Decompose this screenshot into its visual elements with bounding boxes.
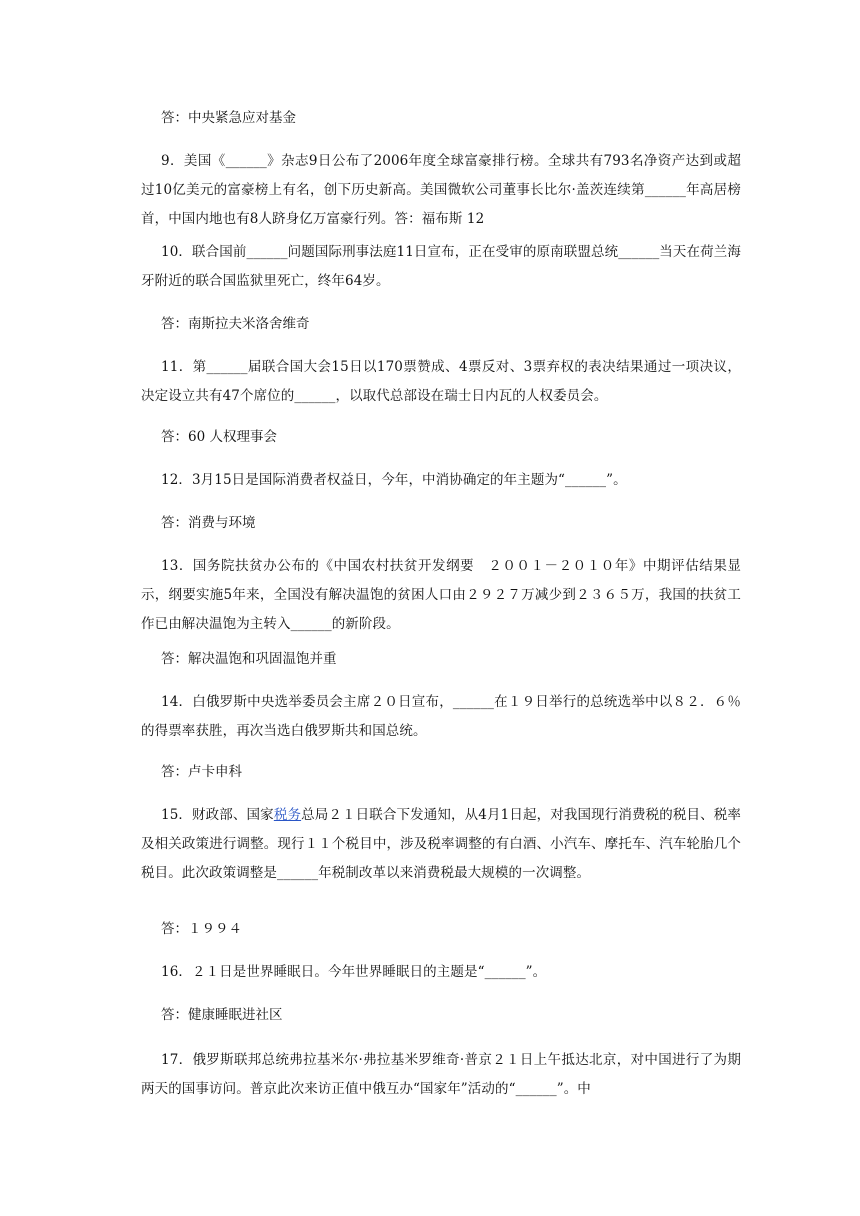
question-14: 14．白俄罗斯中央选举委员会主席２０日宣布，______在１９日举行的总统选举中以８２．６％的得票率获胜，再次当选白俄罗斯共和国总统。 (141, 694, 741, 739)
question-11: 11．第______届联合国大会15日以170票赞成、4票反对、3票弃权的表决结果通过一项决议，决定设立共有47个席位的______，以取代总部设在瑞士日内瓦的人权委员会。 (141, 359, 741, 404)
answer-14: 答：卢卡申科 (161, 764, 242, 780)
question-15-prefix: 15．财政部、国家 (161, 807, 274, 823)
question-17: 17．俄罗斯联邦总统弗拉基米尔·弗拉基米罗维奇·普京２１日上午抵达北京，对中国进行了为期两天的国事访问。普京此次来访正值中俄互办“国家年”活动的“______”。中 (141, 1052, 741, 1097)
answer-13: 答：解决温饱和巩固温饱并重 (161, 651, 337, 667)
question-13: 13．国务院扶贫办公布的《中国农村扶贫开发纲要 ２００１－２０１０年》中期评估结果显示，纲要实施5年来，全国没有解决温饱的贫困人口由２９２７万减少到２３６５万，我国的扶贫工作已由解决温饱为主转入______的新阶段。 (141, 558, 741, 632)
answer-16: 答：健康睡眠进社区 (161, 1007, 283, 1023)
question-16: 16．２１日是世界睡眠日。今年世界睡眠日的主题是“______”。 (161, 964, 547, 980)
question-15 (141, 801, 741, 888)
answer-15: 答：１９９４ (161, 921, 242, 937)
answer-11: 答：60 人权理事会 (161, 429, 277, 445)
question-12: 12．3月15日是国际消费者权益日，今年，中消协确定的年主题为“______”。 (161, 472, 627, 488)
answer-10: 答：南斯拉夫米洛舍维奇 (161, 316, 310, 332)
answer-12: 答：消费与环境 (161, 515, 256, 531)
tax-link[interactable]: 税务 (273, 807, 302, 823)
question-10: 10．联合国前______问题国际刑事法庭11日宣布，正在受审的原南联盟总统______当天在荷兰海牙附近的联合国监狱里死亡，终年64岁。 (141, 244, 741, 289)
question-9: 9．美国《______》杂志9日公布了2006年度全球富豪排行榜。全球共有793名净资产达到或超过10亿美元的富豪榜上有名，创下历史新高。美国微软公司董事长比尔·盖茨连续第______年高居榜首，中国内地也有8人跻身亿万富豪行列。答：福布斯 12 (141, 153, 741, 227)
question-15-rest: 总局２１日联合下发通知，从4月1日起，对我国现行消费税的税目、税率及相关政策进行调整。现行１１个税目中，涉及税率调整的有白酒、小汽车、摩托车、汽车轮胎几个税目。此次政策调整是______年税制改革以来消费税最大规模的一次调整。 (141, 807, 742, 881)
answer-8: 答：中央紧急应对基金 (161, 110, 296, 126)
